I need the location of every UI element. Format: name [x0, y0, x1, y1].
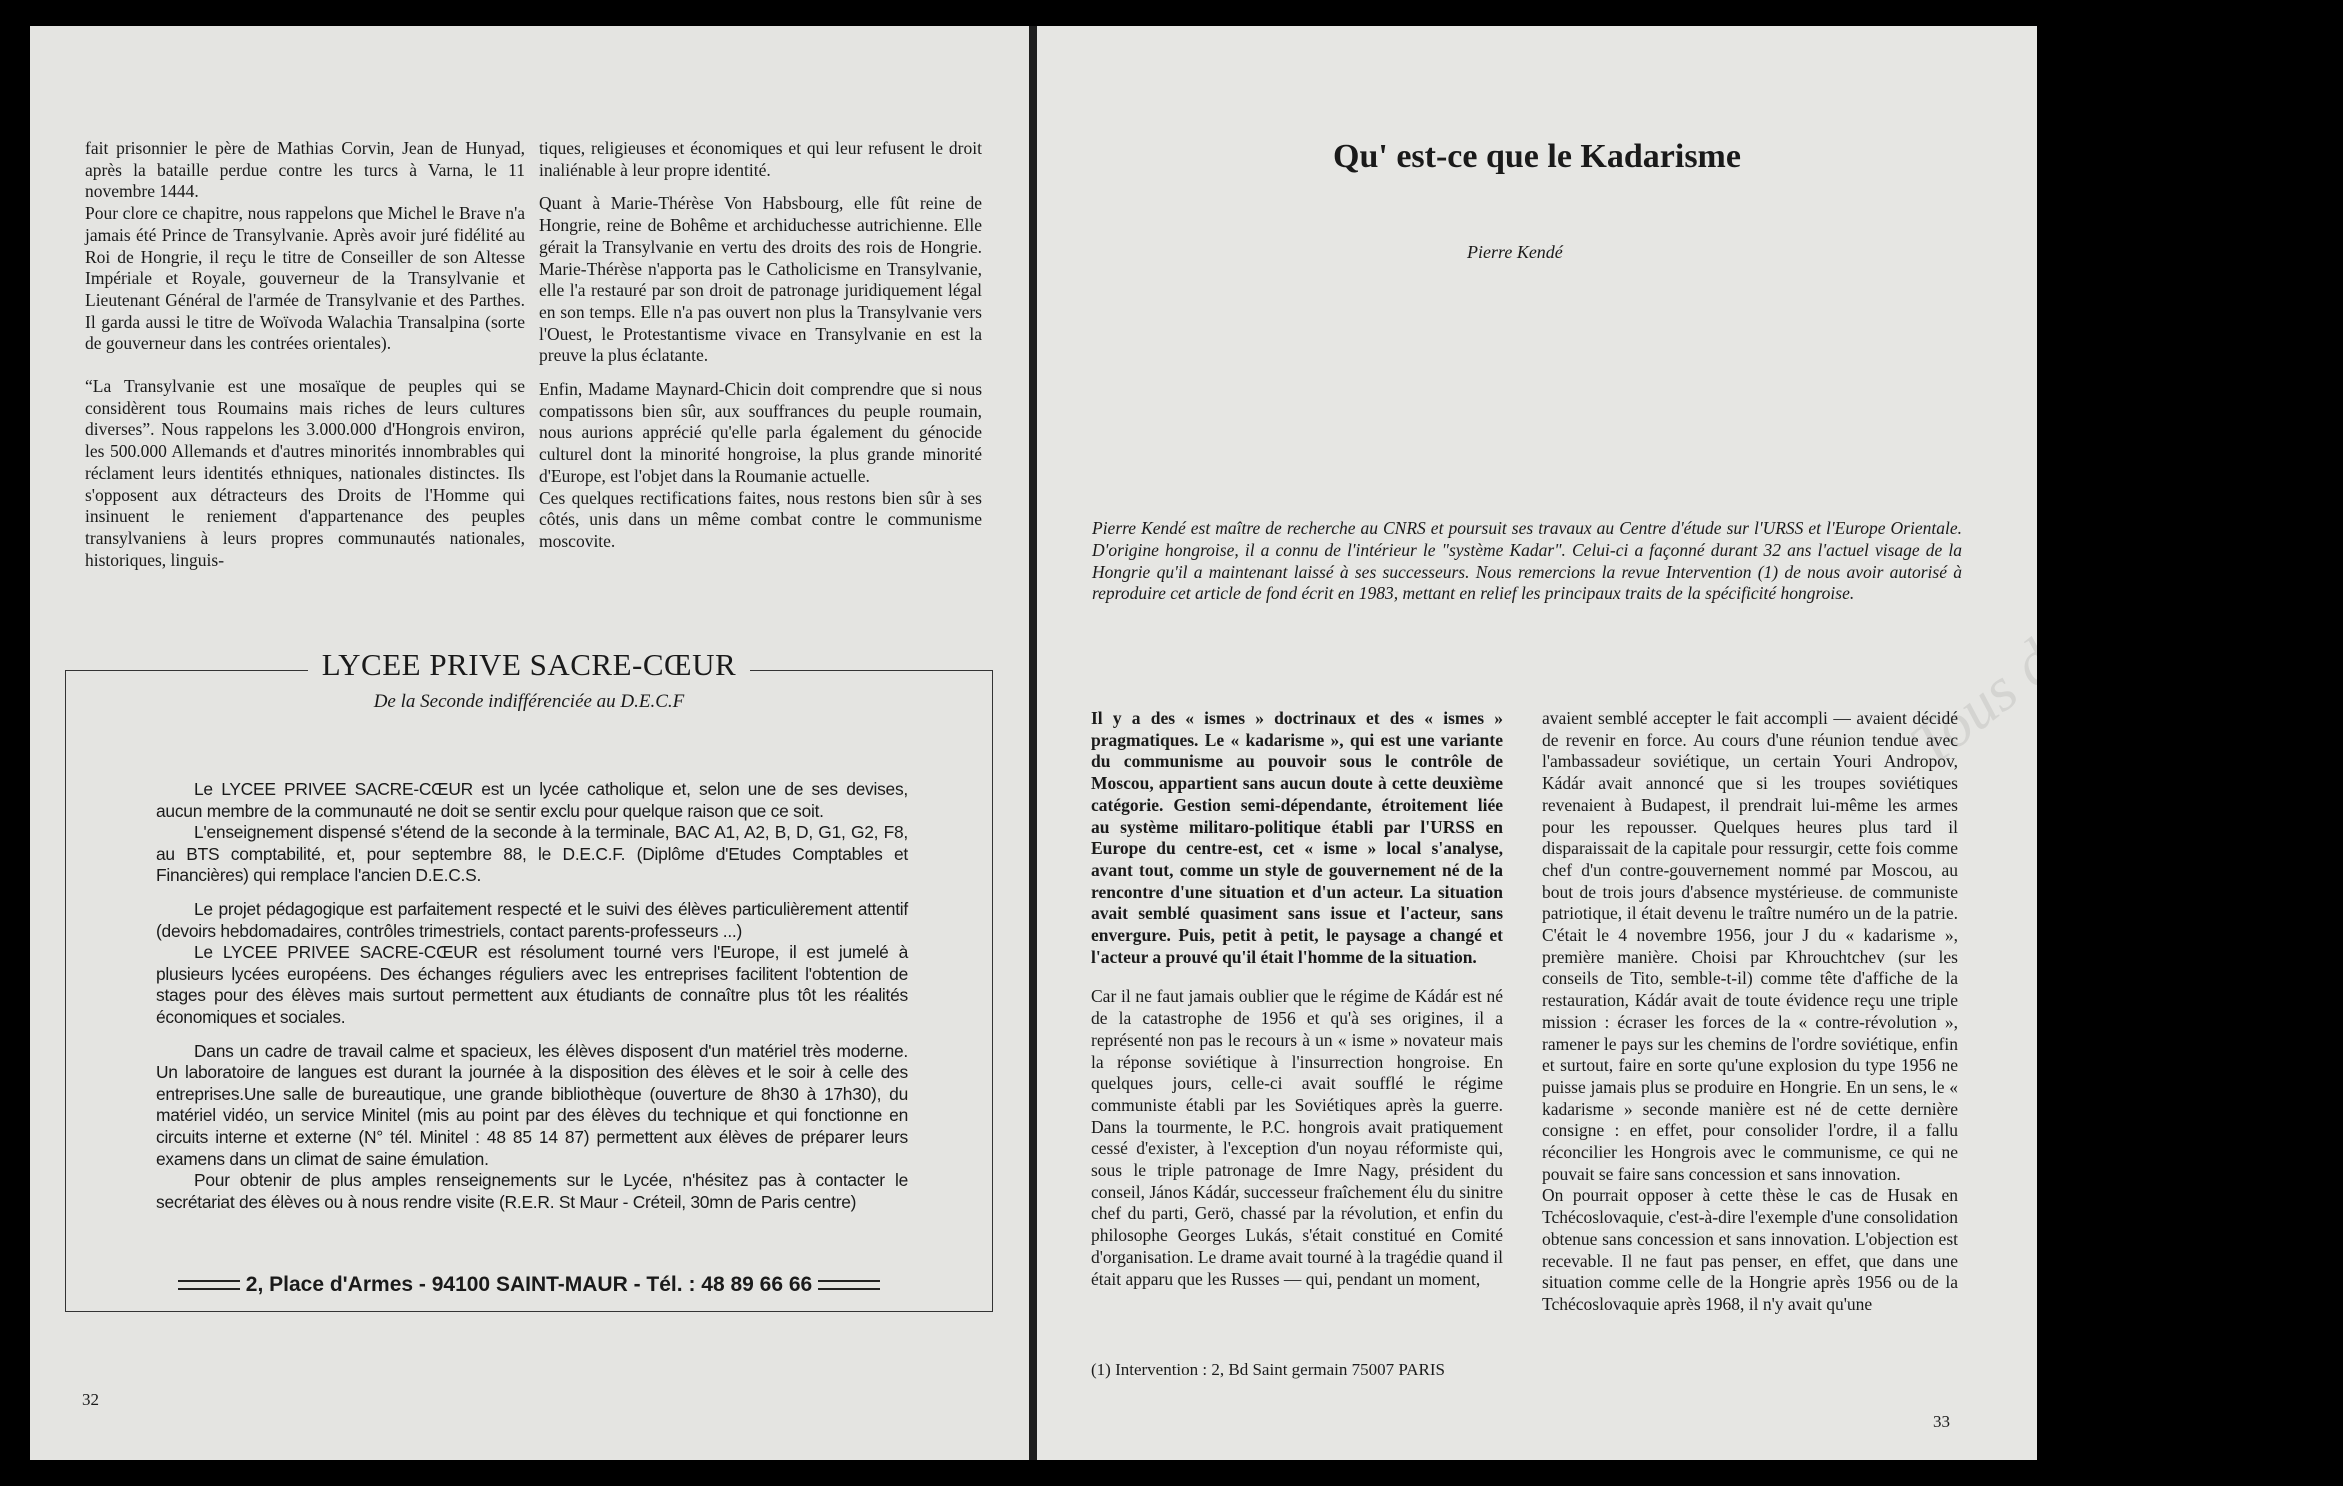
footnote: (1) Intervention : 2, Bd Saint germain 75007 PARIS	[1091, 1360, 1445, 1379]
lead-paragraph: Il y a des « ismes » doctrinaux et des « ismes » pragmatiques. Le « kadarisme », qui est une variante du communisme au pouvoir sous le contrôle de Moscou, appartient sans aucun doute à cette deuxième catégorie. Gestion semi-dépendante, étroitement liée au système militaro-politique établi par l'URSS en Europe du centre-est, cet « isme » local s'analyse, avant tout, comme un style de gouvernement né de la rencontre d'une situation et d'un acteur. La situation avait semblé quasiment sans issue et l'acteur, sans envergure. Puis, petit à petit, le paysage a changé et l'acteur a prouvé qu'il était l'homme de la situation.	[1091, 708, 1503, 967]
ad-paragraph: Dans un cadre de travail calme et spacieux, les élèves disposent d'un matériel très moderne. Un laboratoire de langues est durant la journée à la disposition des élèves et le soir à celle des entreprises.Une salle de bureautique, une grande bibliothèque (ouverture de 8h30 à 17h30), du matériel vidéo, un service Minitel (mis au point par des élèves du technique et qui fonctionne en circuits interne et externe (N° tél. Minitel : 48 85 14 87) permettent aux élèves de préparer leurs examens dans un climat de saine émulation.	[156, 1040, 908, 1169]
ad-title-wrap	[66, 647, 992, 683]
ad-paragraph: Le LYCEE PRIVEE SACRE-CŒUR est résolument tourné vers l'Europe, il est jumelé à plusieurs lycées européens. Des échanges réguliers avec les entreprises facilitent l'obtention de stages pour des élèves mais surtout permettent aux étudiants de connaître plus tôt les réalités économiques et sociales.	[156, 942, 908, 1027]
right-column-1	[1091, 708, 1503, 1290]
paragraph: Car il ne faut jamais oublier que le régime de Kádár est né de la catastrophe de 1956 et qu'à ses origines, il a représenté non pas le recours à un « isme » novateur mais la réponse soviétique à l'insurrection hongroise. En quelques jours, celle-ci avait soufflé le régime communiste établi par les Soviétiques après la guerre. Dans la tourmente, le P.C. hongrois avait pratiquement cessé d'exister, à l'exception d'un noyau réformiste qui, sous le triple patronage de Imre Nagy, président du conseil, János Kádár, successeur fraîchement élu du sinitre chef du parti, Gerö, chassé par la révolution, et enfin du philosophe Georges Lukás, s'était constitué en Comité d'organisation. Le drame avait tourné à la tragédie quand il était apparu que les Russes — qui, pendant un moment,	[1091, 986, 1503, 1289]
ad-address	[66, 1273, 992, 1297]
paragraph: “La Transylvanie est une mosaïque de peuples qui se considèrent tous Roumains mais riches de leurs cultures diverses”. Nous rappelons les 3.000.000 d'Hongrois environ, les 500.000 Allemands et d'autres minorités innombrables qui réclament leurs identités ethniques, nationales distinctes. Ils s'opposent aux détracteurs des Droits de l'Homme qui insinuent le reniement d'appartenance des peuples transylvaniens à leurs propres communautés nationales, historiques, linguis-	[85, 376, 525, 570]
article-title: Qu' est-ce que le Kadarisme	[1333, 138, 1741, 175]
paragraph: Ces quelques rectifications faites, nous restons bien sûr à ses côtés, unis dans un même combat contre le communisme moscovite.	[539, 487, 982, 551]
advertisement-box	[65, 647, 993, 1312]
ad-body	[156, 779, 908, 1225]
paragraph: fait prisonnier le père de Mathias Corvin, Jean de Hunyad, après la bataille perdue contre les turcs à Varna, le 11 novembre 1444.	[85, 138, 525, 202]
ad-paragraph: Pour obtenir de plus amples renseignements sur le Lycée, n'hésitez pas à contacter le secrétariat des élèves ou à nous rendre visite (R.E.R. St Maur - Créteil, 30mn de Paris centre)	[156, 1170, 908, 1212]
double-rule	[818, 1280, 880, 1290]
paragraph: Enfin, Madame Maynard-Chicin doit comprendre que si nous compatissons bien sûr, aux souffrances du peuple roumain, nous aurions apprécié qu'elle parla également du génocide culturel dont la minorité hongroise, la plus grande minorité d'Europe, est l'objet dans la Roumanie actuelle.	[539, 379, 982, 486]
paragraph: Pour clore ce chapitre, nous rappelons que Michel le Brave n'a jamais été Prince de Transylvanie. Après avoir juré fidélité au Roi de Hongrie, il reçu le titre de Conseiller de son Altesse Impériale et Royale, gouverneur de la Transylvanie et Lieutenant Général de l'armée de Transylvanie et des Parthes. Il garda aussi le titre de Woïvoda Walachia Transalpina (sorte de gouverneur dans les contrées orientales).	[85, 203, 525, 354]
paragraph: avaient semblé accepter le fait accompli — avaient décidé de revenir en force. Au cours d'une réunion tendue avec l'ambassadeur soviétique, un certain Youri Andropov, Kádár avait annoncé que si les troupes soviétiques revenaient à Budapest, il prendrait lui-même les armes pour les repousser. Quelques heures plus tard il disparaissait de la capitale pour ressurgir, cette fois comme chef d'un contre-gouvernement nommé par Moscou, au bout de trois jours d'absence mystérieuse. de communiste patriotique, il était devenu le traître numéro un de la patrie. C'était le 4 novembre 1956, jour J du « kadarisme », première manière. Choisi par Khrouchtchev (sur les conseils de Tito, semble-t-il) comme tête d'affiche de la restauration, Kádár avait de toute évidence reçu une triple mission : écraser les forces de la « contre-révolution », ramener le pays sur les chemins de l'ordre soviétique, enfin et surtout, faire en sorte qu'une explosion du type 1956 ne puisse jamais plus se produire en Hongrie. En un sens, le « kadarisme » seconde manière est né de cette dernière consigne : en effet, pour consolider l'ordre, il a fallu réconcilier les Hongrois avec le communisme, ce qui ne pouvait se faire sans concession et sans innovation.	[1542, 708, 1958, 1184]
paragraph: tiques, religieuses et économiques et qui leur refusent le droit inaliénable à leur propre identité.	[539, 138, 982, 180]
right-page	[1037, 26, 2342, 1460]
ad-address-text: 2, Place d'Armes - 94100 SAINT-MAUR - Tél. : 48 89 66 66	[245, 1273, 813, 1296]
ad-paragraph: Le LYCEE PRIVEE SACRE-CŒUR est un lycée catholique et, selon une de ses devises, aucun membre de la communauté ne doit se sentir exclu pour quelque raison que ce soit.	[156, 779, 908, 821]
paragraph: Quant à Marie-Thérèse Von Habsbourg, elle fût reine de Hongrie, reine de Bohême et archiduchesse autrichienne. Elle gérait la Transylvanie en vertu des droits des rois de Hongrie. Marie-Thérèse n'apporta pas le Catholicisme en Transylvanie, elle l'a restauré par son droit de patronage juridiquement légal en son temps. Elle n'a pas ouvert non plus la Transylvanie vers l'Ouest, le Protestantisme vivace en Transylvanie en est la preuve la plus éclatante.	[539, 193, 982, 366]
article-intro: Pierre Kendé est maître de recherche au CNRS et poursuit ses travaux au Centre d'étude sur l'URSS et l'Europe Orientale. D'origine hongroise, il a connu de l'intérieur le "système Kadar". Celui-ci a façonné durant 32 ans l'actuel visage de la Hongrie qu'il a maintenant laissé à ses successeurs. Nous remercions la revue Intervention (1) de nous avoir autorisé à reproduire cet article de fond écrit en 1983, mettant en relief les principaux traits de la spécificité hongroise.	[1092, 518, 1962, 604]
double-rule	[178, 1280, 240, 1290]
article-author: Pierre Kendé	[1467, 242, 1563, 262]
watermark: Tous droits réservés.	[1897, 412, 2342, 781]
page-number: 32	[82, 1390, 99, 1409]
ad-title: LYCEE PRIVE SACRE-CŒUR	[308, 647, 750, 682]
ad-paragraph: L'enseignement dispensé s'étend de la seconde à la terminale, BAC A1, A2, B, D, G1, G2, F8, au BTS comptabilité, et, pour septembre 88, le D.E.C.F. (Diplôme d'Etudes Comptables et Financières) qui remplace l'ancien D.E.C.S.	[156, 822, 908, 886]
left-column-1	[85, 138, 525, 571]
left-column-2	[539, 138, 982, 553]
page-number: 33	[1933, 1412, 1950, 1431]
right-column-2	[1542, 708, 1958, 1316]
book-gutter	[1029, 26, 1037, 1460]
left-page	[30, 26, 1029, 1460]
ad-paragraph: Le projet pédagogique est parfaitement respecté et le suivi des élèves particulièrement attentif (devoirs hebdomadaires, contrôles trimestriels, contact parents-professeurs ...)	[156, 898, 908, 941]
ad-subtitle: De la Seconde indifférenciée au D.E.C.F	[373, 691, 685, 712]
paragraph: On pourrait opposer à cette thèse le cas de Husak en Tchécoslovaquie, c'est-à-dire l'exemple d'une consolidation obtenue sans concession et sans innovation. L'objection est recevable. Il ne faut pas penser, en effet, que dans une situation comme celle de la Hongrie après 1956 ou de la Tchécoslovaquie après 1968, il n'y avait qu'une	[1542, 1185, 1958, 1314]
